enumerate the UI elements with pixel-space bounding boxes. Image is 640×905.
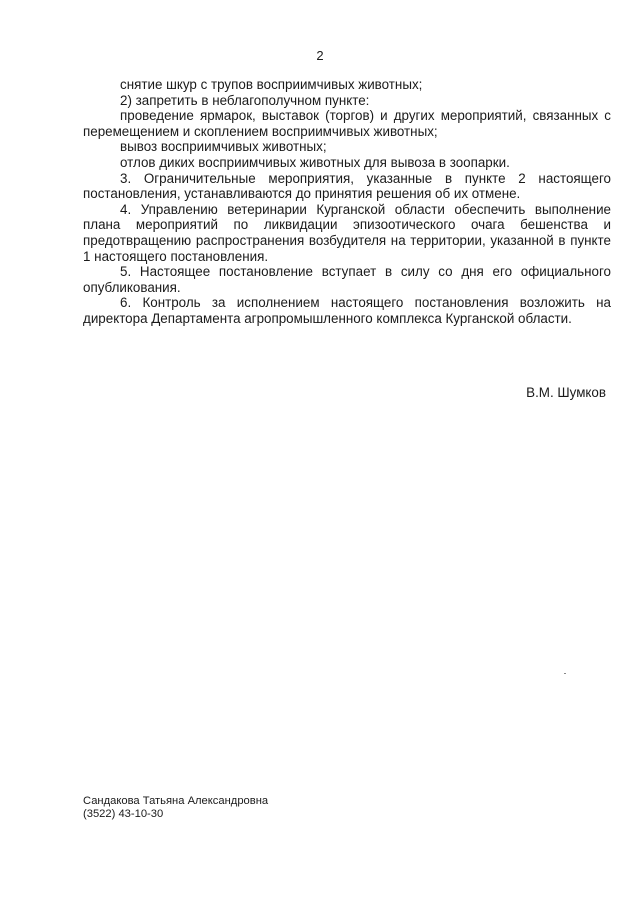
contact-block [83,795,268,822]
contact-name: Сандакова Татьяна Александровна [83,795,269,807]
paragraph-1: снятие шкур с трупов восприимчивых животных; [120,77,423,92]
paragraph-2: 2) запретить в неблагополучном пункте: [120,92,370,108]
paragraph-8: 5. Настоящее постановление вступает в силу со дня его официального опубликования. [83,264,611,295]
contact-phone: (3522) 43-10-30 [83,808,164,821]
paragraph-4: вывоз восприимчивых животных; [120,139,327,155]
document-body [83,77,611,327]
paragraph-5: отлов диких восприимчивых животных для вывоза в зоопарки. [120,154,510,170]
page-number: 2 [316,48,324,63]
paragraph-3: проведение ярмарок, выставок (торгов) и других мероприятий, связанных с перемещением и скоплением восприимчивых животных; [83,108,611,139]
scan-artifact [564,673,566,674]
paragraph-9: 6. Контроль за исполнением настоящего постановления возложить на директора Департамента агропромышленного комплекса Курганской области. [83,295,611,326]
paragraph-6: 3. Ограничительные мероприятия, указанные в пункте 2 настоящего постановления, устанавливаются до принятия решения об их отмене. [83,170,611,202]
paragraph-7: 4. Управлению ветеринарии Курганской области обеспечить выполнение плана мероприятий по ликвидации эпизоотического очага бешенства и предотвращению распространения возбудителя на территории, указанной в пункте 1 настоящего постановления. [83,201,611,264]
signature-name: В.М. Шумков [526,385,606,400]
